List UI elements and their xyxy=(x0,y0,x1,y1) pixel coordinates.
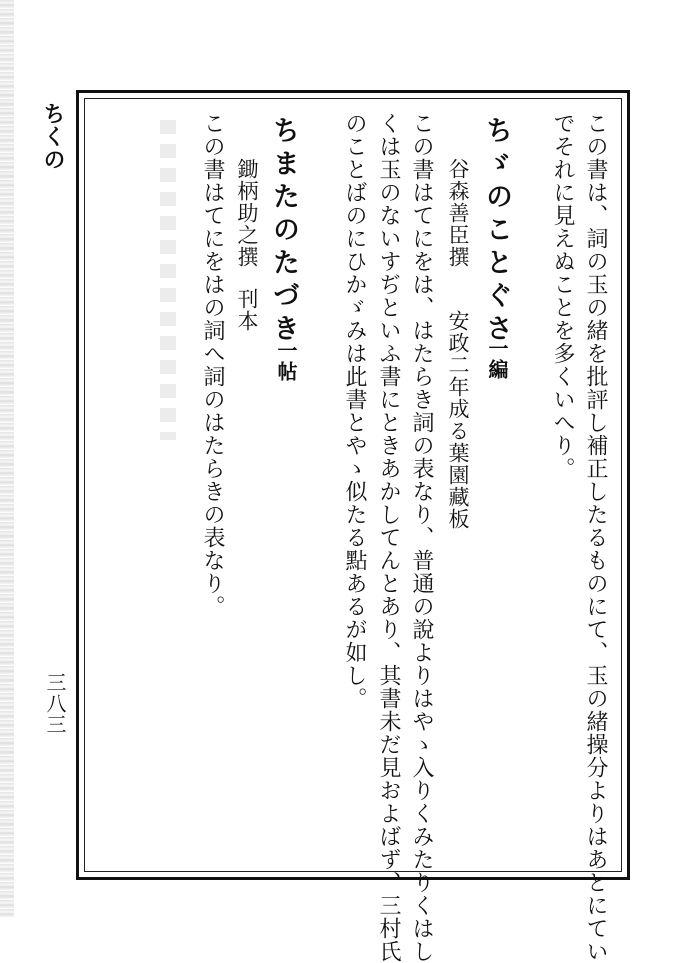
page-number: 三八三 xyxy=(43,672,67,735)
scan-edge-shadow xyxy=(0,0,14,917)
entry3-edition: 刊本 xyxy=(235,288,259,332)
show-through-smudge xyxy=(160,120,176,440)
entry2-edition: 安政二年成る葉園藏板 xyxy=(446,310,470,530)
entry2-title: ちゞのことぐさ xyxy=(481,116,512,347)
entry3-volume: 一帖 xyxy=(274,340,298,382)
entry2-author: 谷森善臣撰 xyxy=(446,158,470,268)
entry2-text-line2: くは玉のないすぢといふ書にときあかしてんとあり、其書未だ見およばず、三村氏 xyxy=(376,112,401,963)
entry2-volume: 一編 xyxy=(485,338,509,380)
entry1-text-line1: この書は、詞の玉の緒を批評し補正したるものにて、玉の緒操分よりはあとにてい xyxy=(583,112,608,963)
entry3-author: 鋤柄助之撰 xyxy=(235,158,259,268)
entry2-text-line1: この書はてにをは、はたらき詞の表なり、普通の說よりはやゝ入りくみたりくはし xyxy=(409,112,434,963)
entry2-text-line3: のことばのにひかゞみは此書とやゝ似たる點あるが如し。 xyxy=(342,112,367,710)
entry3-title: ちまたのたづき xyxy=(268,116,299,347)
running-head: ちくの xyxy=(40,102,66,171)
entry3-text-line1: この書はてにをはの詞へ詞のはたらきの表なり。 xyxy=(200,112,225,618)
entry1-text-line2: でそれに見えぬことを多くいへり。 xyxy=(550,112,575,480)
